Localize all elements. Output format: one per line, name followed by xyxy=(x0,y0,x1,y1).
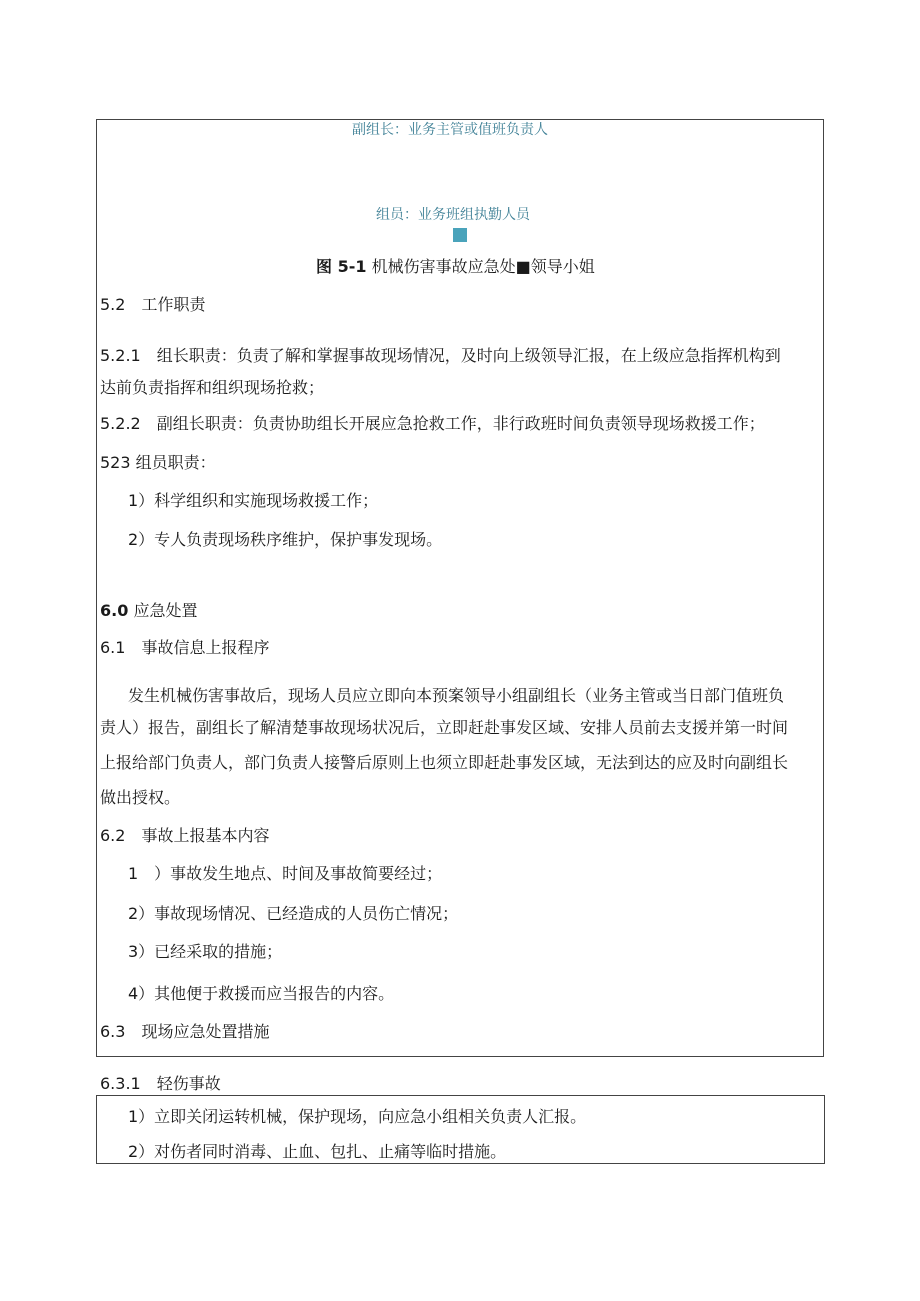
section-6-3-1-heading: 6.3.1 轻伤事故 xyxy=(100,1074,221,1093)
section-6-title: 应急处置 xyxy=(133,601,198,620)
section-6-2-item4: 4）其他便于救援而应当报告的内容。 xyxy=(128,984,395,1003)
section-6-2-heading: 6.2 事故上报基本内容 xyxy=(100,826,270,845)
teal-square-icon xyxy=(453,228,467,242)
item-5-2-1-line2: 达前负责指挥和组织现场抢救； xyxy=(100,378,325,397)
item-5-2-1-line1: 5.2.1 组长职责：负责了解和掌握事故现场情况，及时向上级领导汇报，在上级应急指挥机构到 xyxy=(100,346,781,365)
section-5-2-heading: 5.2 工作职责 xyxy=(100,295,206,314)
section-6-1-para-line4: 做出授权。 xyxy=(100,788,181,807)
item-5-2-3-2: 2）专人负责现场秩序维护，保护事发现场。 xyxy=(128,530,443,549)
figure-caption xyxy=(316,257,595,277)
section-6-3-1-item2: 2）对伤者同时消毒、止血、包扎、止痛等临时措施。 xyxy=(128,1142,507,1161)
item-5-2-3: 523 组员职责： xyxy=(100,453,216,472)
vice-leader-label: 副组长：业务主管或值班负责人 xyxy=(352,122,548,138)
section-6-1-heading: 6.1 事故信息上报程序 xyxy=(100,638,270,657)
section-6-number: 6.0 xyxy=(100,601,129,620)
section-6-2-item3: 3）已经采取的措施； xyxy=(128,942,283,961)
section-6-heading xyxy=(100,601,197,621)
section-6-1-para-line3: 上报给部门负责人，部门负责人接警后原则上也须立即赶赴事发区域，无法到达的应及时向副组长 xyxy=(100,753,789,772)
section-6-3-heading: 6.3 现场应急处置措施 xyxy=(100,1022,270,1041)
section-6-3-1-item1: 1）立即关闭运转机械，保护现场，向应急小组相关负责人汇报。 xyxy=(128,1107,587,1126)
section-6-1-para-line2: 责人）报告，副组长了解清楚事故现场状况后，立即赶赴事发区域、安排人员前去支援并第一时间 xyxy=(100,718,789,737)
figure-number: 图 5-1 xyxy=(316,257,367,276)
section-6-1-para-line1: 发生机械伤害事故后，现场人员应立即向本预案领导小组副组长（业务主管或当日部门值班负 xyxy=(128,686,785,705)
section-6-2-item1: 1 ）事故发生地点、时间及事故简要经过； xyxy=(128,864,443,883)
section-6-2-item2: 2）事故现场情况、已经造成的人员伤亡情况； xyxy=(128,904,459,923)
item-5-2-3-1: 1）科学组织和实施现场救援工作； xyxy=(128,491,379,510)
members-label: 组员：业务班组执勤人员 xyxy=(376,207,530,223)
item-5-2-2: 5.2.2 副组长职责：负责协助组长开展应急抢救工作，非行政班时间负责领导现场救援工作； xyxy=(100,414,765,433)
figure-title: 机械伤害事故应急处■领导小姐 xyxy=(371,257,595,276)
